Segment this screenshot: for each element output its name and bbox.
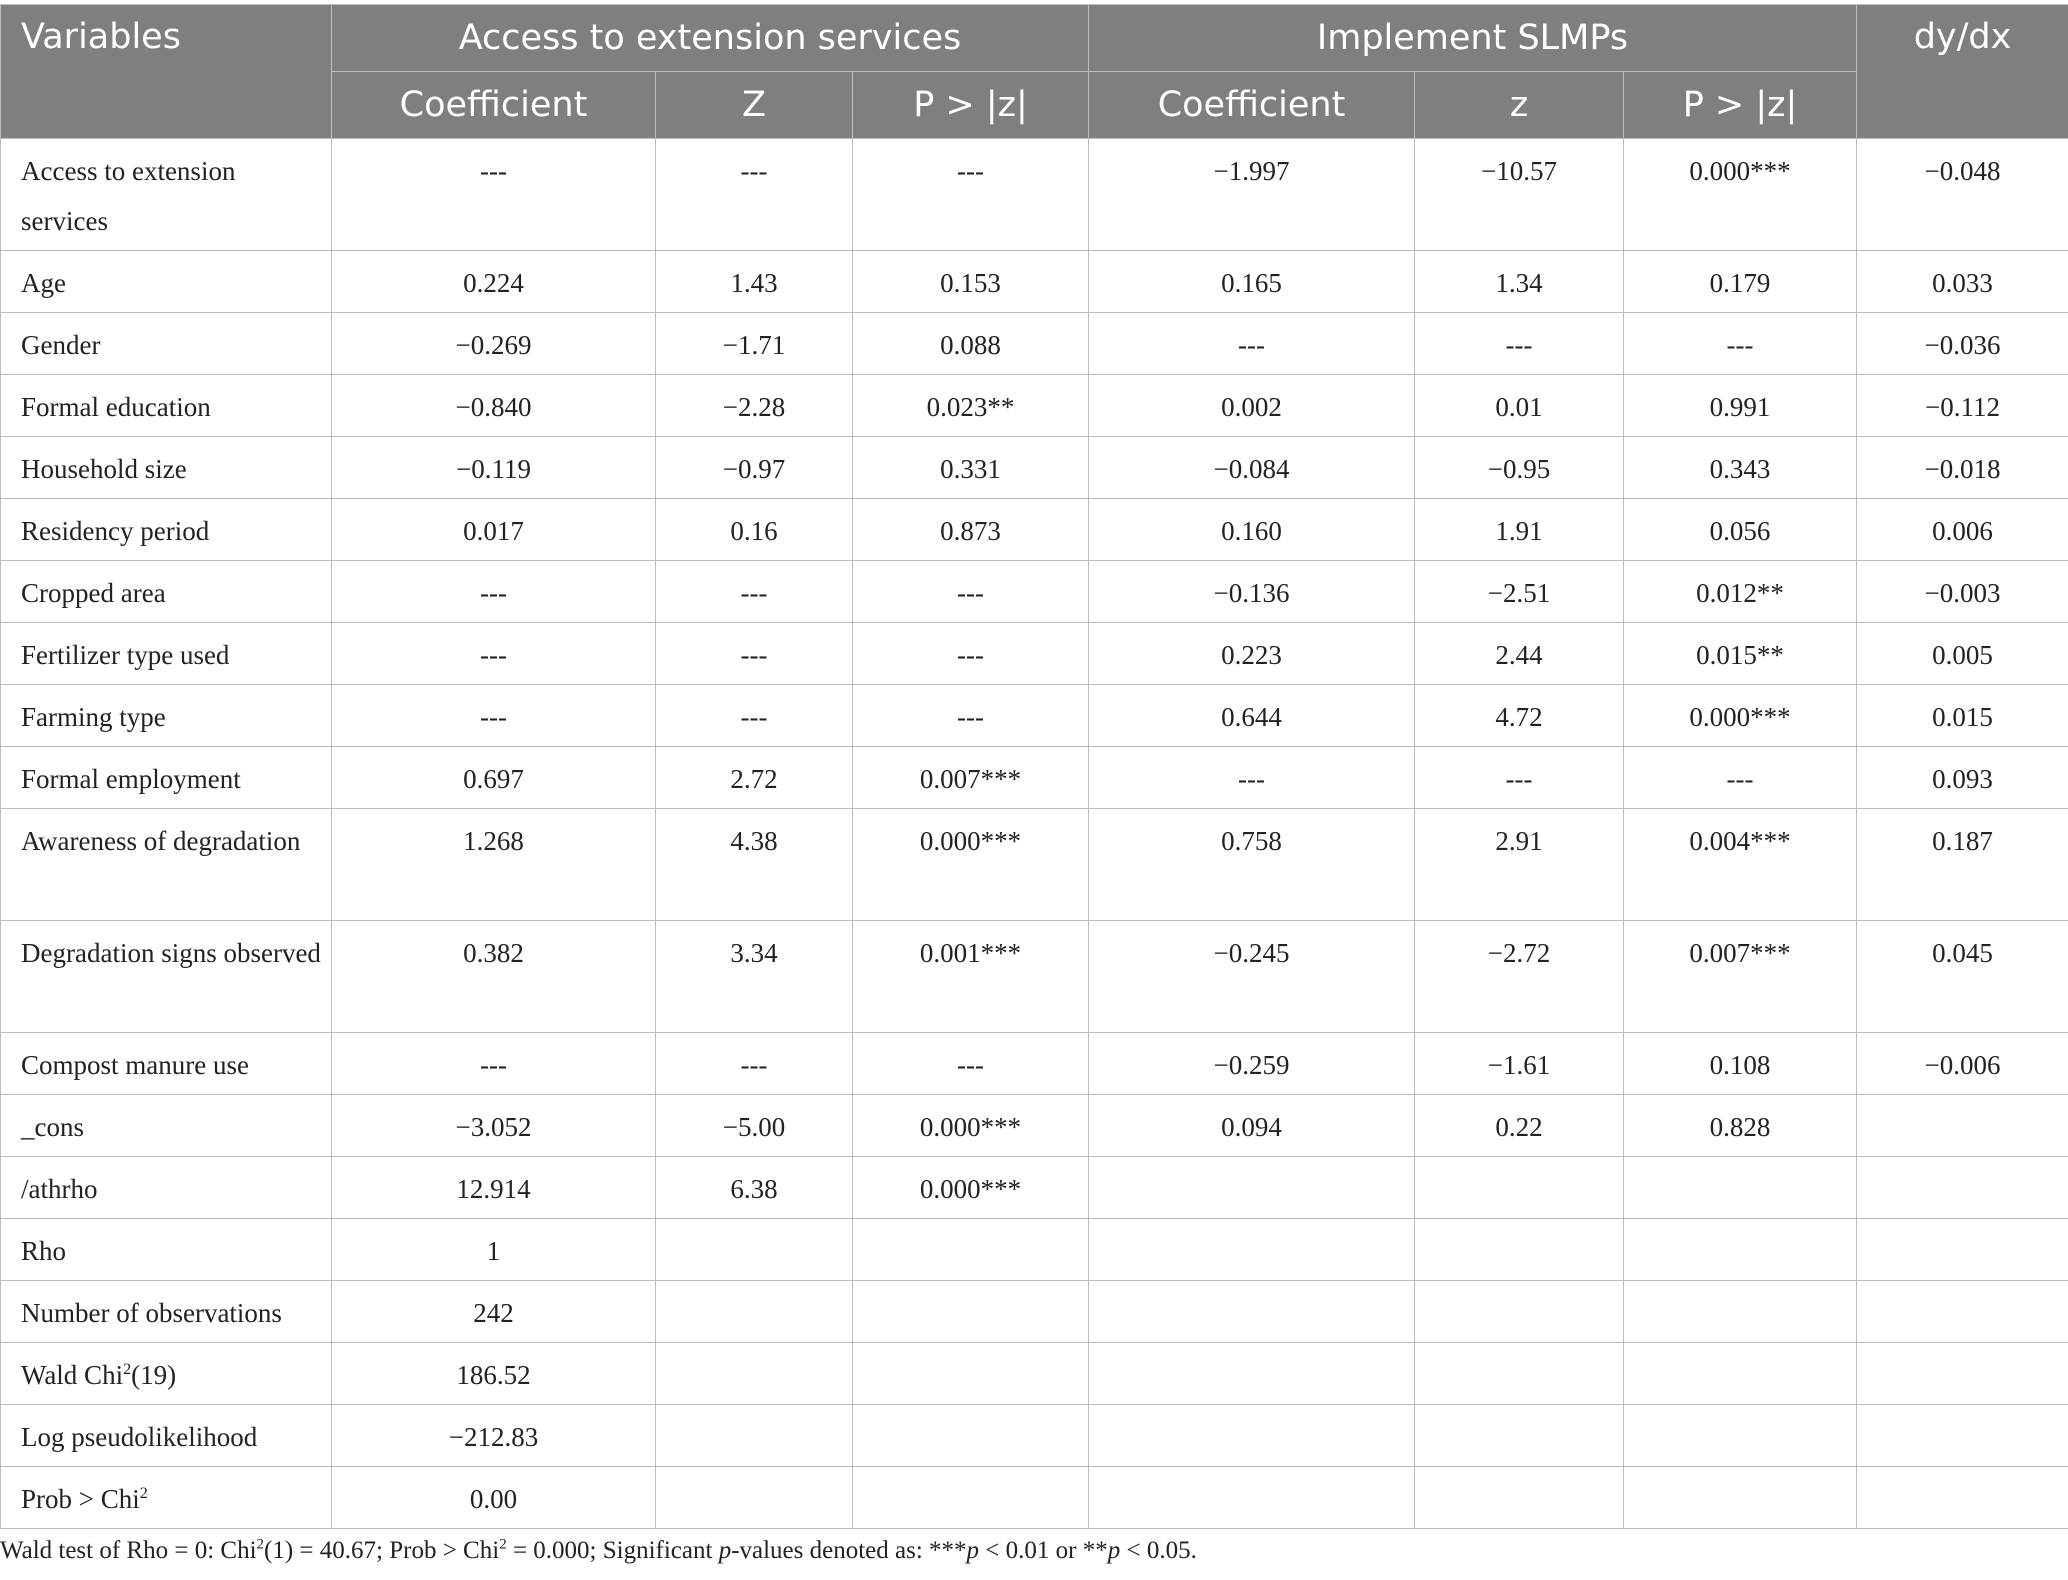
table-cell: 0.015** <box>1624 623 1857 685</box>
table-cell <box>1415 1281 1624 1343</box>
table-cell: 0.000*** <box>853 809 1089 921</box>
table-cell: 0.002 <box>1089 375 1415 437</box>
table-cell: 2.44 <box>1415 623 1624 685</box>
row-label: Household size <box>1 437 332 499</box>
table-cell <box>1624 1467 1857 1529</box>
table-cell <box>1857 1157 2068 1219</box>
table-cell <box>853 1405 1089 1467</box>
table-cell: 0.165 <box>1089 251 1415 313</box>
table-cell: 0.000*** <box>1624 139 1857 251</box>
table-cell: −0.018 <box>1857 437 2068 499</box>
table-cell: --- <box>853 139 1089 251</box>
table-cell <box>1089 1467 1415 1529</box>
table-cell: --- <box>853 1033 1089 1095</box>
header-dydx: dy/dx <box>1857 5 2068 139</box>
row-label: Awareness of degradation <box>1 809 332 921</box>
table-cell: −0.003 <box>1857 561 2068 623</box>
table-cell: 0.223 <box>1089 623 1415 685</box>
table-cell: 1.34 <box>1415 251 1624 313</box>
subheader-z: Z <box>656 72 853 139</box>
header-implement-slmps: Implement SLMPs <box>1089 5 1857 72</box>
table-cell: 3.34 <box>656 921 853 1033</box>
table-cell <box>1415 1405 1624 1467</box>
table-cell: --- <box>656 561 853 623</box>
table-cell: 0.033 <box>1857 251 2068 313</box>
table-cell: −10.57 <box>1415 139 1624 251</box>
table-cell: 0.22 <box>1415 1095 1624 1157</box>
table-cell: 0.005 <box>1857 623 2068 685</box>
table-cell: --- <box>656 685 853 747</box>
table-cell: 0.023** <box>853 375 1089 437</box>
table-row <box>1 921 2068 1033</box>
table-cell <box>853 1219 1089 1281</box>
table-cell: --- <box>332 685 656 747</box>
table-cell <box>1857 1467 2068 1529</box>
table-cell: 0.000*** <box>853 1095 1089 1157</box>
table-cell: 0.007*** <box>853 747 1089 809</box>
table-cell: 0.007*** <box>1624 921 1857 1033</box>
row-label: Age <box>1 251 332 313</box>
table-cell: −2.28 <box>656 375 853 437</box>
table-cell: −0.97 <box>656 437 853 499</box>
table-cell: 0.224 <box>332 251 656 313</box>
table-cell: −5.00 <box>656 1095 853 1157</box>
table-cell: 0.108 <box>1624 1033 1857 1095</box>
table-cell: −0.112 <box>1857 375 2068 437</box>
table-cell: 0.093 <box>1857 747 2068 809</box>
table-cell <box>1624 1219 1857 1281</box>
table-cell: −0.036 <box>1857 313 2068 375</box>
table-cell: −0.245 <box>1089 921 1415 1033</box>
table-row <box>1 1467 2068 1529</box>
table-cell <box>1415 1157 1624 1219</box>
table-cell <box>1089 1281 1415 1343</box>
table-cell: --- <box>853 685 1089 747</box>
table-cell: 0.017 <box>332 499 656 561</box>
table-cell: −0.084 <box>1089 437 1415 499</box>
table-row <box>1 809 2068 921</box>
row-label: Log pseudolikelihood <box>1 1405 332 1467</box>
table-cell: --- <box>1415 747 1624 809</box>
table-cell: 1 <box>332 1219 656 1281</box>
row-label: Prob > Chi$^2$ <box>1 1467 332 1529</box>
table-cell: 6.38 <box>656 1157 853 1219</box>
row-label: /athrho <box>1 1157 332 1219</box>
table-cell: --- <box>332 623 656 685</box>
table-cell <box>656 1343 853 1405</box>
table-row <box>1 499 2068 561</box>
table-cell <box>1857 1281 2068 1343</box>
table-cell <box>1415 1343 1624 1405</box>
table-row <box>1 747 2068 809</box>
table-cell: 2.91 <box>1415 809 1624 921</box>
table-cell: --- <box>853 623 1089 685</box>
table-cell: --- <box>656 1033 853 1095</box>
table-row <box>1 1033 2068 1095</box>
subheader-coefficient: Coefficient <box>1089 72 1415 139</box>
table-cell <box>656 1219 853 1281</box>
table-footnote: Wald test of Rho = 0: Chi$^2$(1) = 40.67; Prob > Chi$^2$ = 0.000; Significant p-values denoted as: ***p < 0.01 or **p < 0.05. <box>0 1536 1197 1564</box>
table-row <box>1 1405 2068 1467</box>
row-label: Access to extension services <box>1 139 332 251</box>
header-variables: Variables <box>1 5 332 139</box>
table-row <box>1 375 2068 437</box>
table-cell: 4.38 <box>656 809 853 921</box>
row-label: Cropped area <box>1 561 332 623</box>
table-cell: −0.136 <box>1089 561 1415 623</box>
table-cell: 0.088 <box>853 313 1089 375</box>
table-cell: 0.000*** <box>853 1157 1089 1219</box>
table-cell: --- <box>1089 747 1415 809</box>
table-row <box>1 1095 2068 1157</box>
row-label: _cons <box>1 1095 332 1157</box>
table-cell: −1.997 <box>1089 139 1415 251</box>
table-cell: 0.094 <box>1089 1095 1415 1157</box>
table-cell: 0.006 <box>1857 499 2068 561</box>
table-cell: --- <box>1624 747 1857 809</box>
table-cell: 0.991 <box>1624 375 1857 437</box>
table-cell: --- <box>656 623 853 685</box>
table-row <box>1 1157 2068 1219</box>
table-cell: 242 <box>332 1281 656 1343</box>
row-label: Gender <box>1 313 332 375</box>
table-cell <box>656 1281 853 1343</box>
table-cell: 0.644 <box>1089 685 1415 747</box>
table-cell: −0.259 <box>1089 1033 1415 1095</box>
table-cell: −212.83 <box>332 1405 656 1467</box>
table-cell <box>1857 1343 2068 1405</box>
row-label: Farming type <box>1 685 332 747</box>
row-label: Degradation signs observed <box>1 921 332 1033</box>
row-label: Wald Chi$^2$(19) <box>1 1343 332 1405</box>
row-label: Formal education <box>1 375 332 437</box>
table-cell: −0.269 <box>332 313 656 375</box>
table-row <box>1 313 2068 375</box>
table-cell: −3.052 <box>332 1095 656 1157</box>
table-body <box>1 139 2068 1529</box>
table-cell: 2.72 <box>656 747 853 809</box>
table-cell: 0.873 <box>853 499 1089 561</box>
table-cell <box>853 1343 1089 1405</box>
table-cell <box>1857 1095 2068 1157</box>
table-cell: --- <box>1089 313 1415 375</box>
table-cell <box>1089 1157 1415 1219</box>
regression-results-table <box>0 4 2068 1529</box>
table-cell: --- <box>853 561 1089 623</box>
table-cell <box>1415 1219 1624 1281</box>
table-cell: −1.61 <box>1415 1033 1624 1095</box>
table-cell: −1.71 <box>656 313 853 375</box>
table-cell: 0.160 <box>1089 499 1415 561</box>
table-cell <box>853 1467 1089 1529</box>
table-cell: −0.048 <box>1857 139 2068 251</box>
table-cell <box>1089 1219 1415 1281</box>
table-cell: 1.268 <box>332 809 656 921</box>
table-cell: 0.187 <box>1857 809 2068 921</box>
row-label: Rho <box>1 1219 332 1281</box>
table-cell: −0.840 <box>332 375 656 437</box>
header-access-extension: Access to extension services <box>332 5 1089 72</box>
table-cell: 0.001*** <box>853 921 1089 1033</box>
table-cell <box>1415 1467 1624 1529</box>
table-cell <box>1089 1343 1415 1405</box>
subheader-coefficient: Coefficient <box>332 72 656 139</box>
table-row <box>1 437 2068 499</box>
table-cell: --- <box>1415 313 1624 375</box>
table-row <box>1 1343 2068 1405</box>
row-label: Number of observations <box>1 1281 332 1343</box>
subheader-p-value: P > |z| <box>853 72 1089 139</box>
table-cell: 0.000*** <box>1624 685 1857 747</box>
table-row <box>1 251 2068 313</box>
table-cell: −0.006 <box>1857 1033 2068 1095</box>
table-cell: 0.00 <box>332 1467 656 1529</box>
table-cell: 0.828 <box>1624 1095 1857 1157</box>
table-row <box>1 1219 2068 1281</box>
table-cell: 1.43 <box>656 251 853 313</box>
table-cell: 0.758 <box>1089 809 1415 921</box>
table-cell: 0.015 <box>1857 685 2068 747</box>
table-row <box>1 623 2068 685</box>
table-cell: --- <box>332 139 656 251</box>
table-cell: 0.01 <box>1415 375 1624 437</box>
table-cell <box>656 1405 853 1467</box>
table-row <box>1 1281 2068 1343</box>
table-cell: 0.012** <box>1624 561 1857 623</box>
table-cell: 0.343 <box>1624 437 1857 499</box>
table-cell <box>1624 1405 1857 1467</box>
table-cell <box>1857 1405 2068 1467</box>
table-cell: --- <box>332 1033 656 1095</box>
table-cell: −2.51 <box>1415 561 1624 623</box>
table-cell: 0.153 <box>853 251 1089 313</box>
table-cell: −2.72 <box>1415 921 1624 1033</box>
table-cell <box>853 1281 1089 1343</box>
table-cell <box>1624 1157 1857 1219</box>
row-label: Fertilizer type used <box>1 623 332 685</box>
table-cell <box>1624 1343 1857 1405</box>
table-row <box>1 139 2068 251</box>
table-cell: 12.914 <box>332 1157 656 1219</box>
subheader-p-value: P > |z| <box>1624 72 1857 139</box>
table-cell <box>656 1467 853 1529</box>
table-cell: 4.72 <box>1415 685 1624 747</box>
row-label: Compost manure use <box>1 1033 332 1095</box>
table-cell <box>1857 1219 2068 1281</box>
table-cell <box>1624 1281 1857 1343</box>
table-cell: 0.697 <box>332 747 656 809</box>
table-cell: 0.382 <box>332 921 656 1033</box>
table-cell: 0.045 <box>1857 921 2068 1033</box>
subheader-z: z <box>1415 72 1624 139</box>
table-cell: 0.056 <box>1624 499 1857 561</box>
table-cell: --- <box>332 561 656 623</box>
table-cell: −0.119 <box>332 437 656 499</box>
row-label: Residency period <box>1 499 332 561</box>
table-row <box>1 561 2068 623</box>
row-label: Formal employment <box>1 747 332 809</box>
table-row <box>1 685 2068 747</box>
table-cell: 0.331 <box>853 437 1089 499</box>
table-cell: 0.16 <box>656 499 853 561</box>
table-cell: 0.179 <box>1624 251 1857 313</box>
table-cell: --- <box>1624 313 1857 375</box>
table-cell: 0.004*** <box>1624 809 1857 921</box>
table-cell: --- <box>656 139 853 251</box>
table-cell <box>1089 1405 1415 1467</box>
table-cell: 186.52 <box>332 1343 656 1405</box>
table-cell: −0.95 <box>1415 437 1624 499</box>
table-cell: 1.91 <box>1415 499 1624 561</box>
